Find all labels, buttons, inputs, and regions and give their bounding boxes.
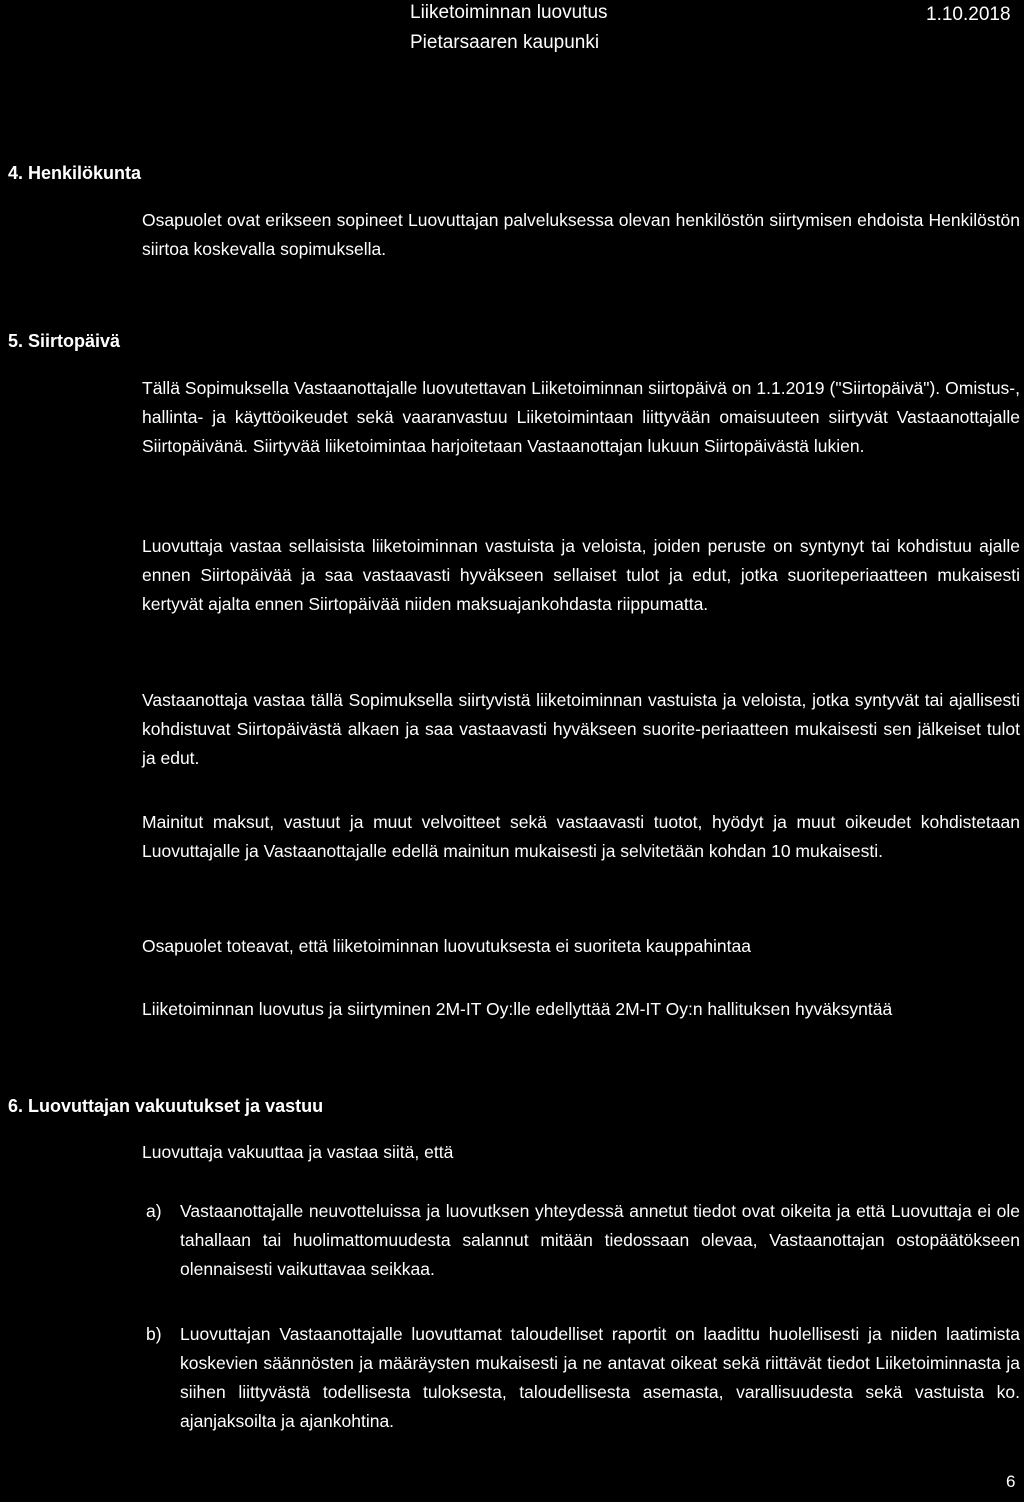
section-6-heading: 6. Luovuttajan vakuutukset ja vastuu xyxy=(8,1096,324,1116)
document-date: 1.10.2018 xyxy=(926,4,1011,25)
section-5-paragraph-1: Tällä Sopimuksella Vastaanottajalle luovutettavan Liiketoiminnan siirtopäivä on 1.1.2019 ("Siirtopäivä"). Omistus-, hallinta- ja käyttöoikeudet sekä vaaranvastuu Liiketoimintaan liittyvään omaisuuteen siirtyvät Vastaanottajalle Siirtopäivänä. Siirtyvää liiketoimintaa harjoitetaan Vastaanottajan lukuun Siirtopäivästä lukien. xyxy=(142,378,1020,456)
section-5-paragraph-6: Liiketoiminnan luovutus ja siirtyminen 2M-IT Oy:lle edellyttää 2M-IT Oy:n hallituksen hyväksyntää xyxy=(142,999,893,1019)
section-5-paragraph-2: Luovuttaja vastaa sellaisista liiketoiminnan vastuista ja veloista, joiden peruste on syntynyt tai kohdistuu ajalle ennen Siirtopäivää ja saa vastaavasti hyväkseen sellaiset tulot ja edut, jotka suoriteperiaatteen mukaisesti kertyvät ajalta ennen Siirtopäivää niiden maksuajankohdasta riippumatta. xyxy=(142,536,1020,614)
section-5-paragraph-3: Vastaanottaja vastaa tällä Sopimuksella siirtyvistä liiketoiminnan vastuista ja veloista, jotka syntyvät tai ajallisesti kohdistuvat Siirtopäivästä alkaen ja saa vastaavasti hyväkseen suorite-periaatteen mukaisesti sen jälkeiset tulot ja edut. xyxy=(142,690,1020,768)
document-title: Liiketoiminnan luovutus xyxy=(410,2,608,23)
list-item-marker: a) xyxy=(146,1201,162,1221)
document-city: Pietarsaaren kaupunki xyxy=(410,32,600,53)
section-6-intro: Luovuttaja vakuuttaa ja vastaa siitä, että xyxy=(142,1142,454,1162)
list-item-text: Vastaanottajalle neuvotteluissa ja luovutksen yhteydessä annetut tiedot ovat oikeita ja että Luovuttaja ei ole tahallaan tai huolimattomuudesta salannut mitään tiedossaan olevaa, Vastaanottajan ostopäätökseen olennaisesti vaikuttavaa seikkaa. xyxy=(180,1201,1020,1279)
list-item-text: Luovuttajan Vastaanottajalle luovuttamat taloudelliset raportit on laadittu huolellisesti ja niiden laatimista koskevien säännösten ja määräysten mukaisesti ja ne antavat oikeat sekä riittävät tiedot Liiketoiminnasta ja siihen liittyvästä todellisesta tuloksesta, taloudellisesta asemasta, varallisuudesta sekä vastuista ko. ajanjaksoilta ja ajankohtina. xyxy=(180,1324,1020,1431)
list-item-marker: b) xyxy=(146,1324,162,1344)
page-number: 6 xyxy=(1006,1472,1016,1491)
section-5-paragraph-4: Mainitut maksut, vastuut ja muut velvoitteet sekä vastaavasti tuotot, hyödyt ja muut oikeudet kohdistetaan Luovuttajalle ja Vastaanottajalle edellä mainitun mukaisesti ja selvitetään kohdan 10 mukaisesti. xyxy=(142,812,1020,861)
section-4-heading: 4. Henkilökunta xyxy=(8,163,142,183)
section-4-paragraph-1: Osapuolet ovat erikseen sopineet Luovuttajan palveluksessa olevan henkilöstön siirtymisen ehdoista Henkilöstön siirtoa koskevalla sopimuksella. xyxy=(142,210,1020,259)
section-5-heading: 5. Siirtopäivä xyxy=(8,331,121,351)
section-5-paragraph-5: Osapuolet toteavat, että liiketoiminnan luovutuksesta ei suoriteta kauppahintaa xyxy=(142,936,751,956)
